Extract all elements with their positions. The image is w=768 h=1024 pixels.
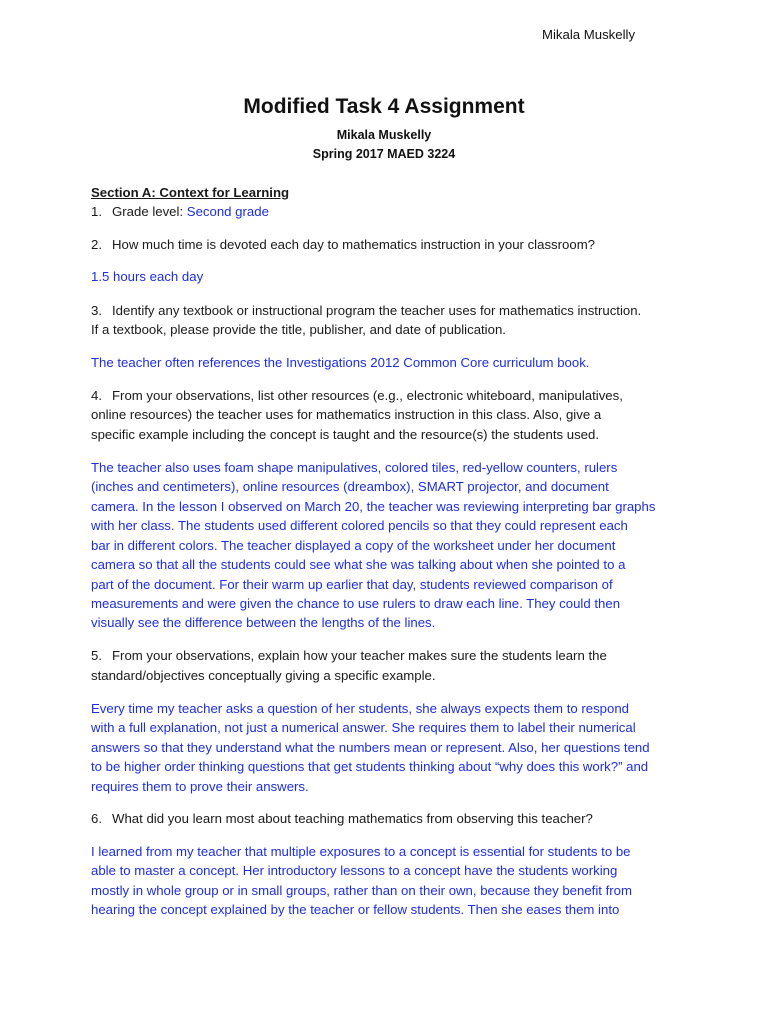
document-title: Modified Task 4 Assignment	[243, 95, 525, 118]
question-3	[91, 301, 641, 321]
question-6-answer-line: hearing the concept explained by the teacher or fellow students. Then she eases them into	[91, 902, 620, 917]
question-3-line: Identify any textbook or instructional program the teacher uses for mathematics instruction.	[112, 303, 642, 318]
question-5-number: 5.	[91, 648, 102, 663]
document-course: Spring 2017 MAED 3224	[312, 147, 456, 161]
question-4-answer-line: with her class. The students used different colored pencils so that they could represent each	[91, 518, 628, 533]
question-6-text: What did you learn most about teaching mathematics from observing this teacher?	[112, 811, 593, 826]
question-4-number: 4.	[91, 388, 102, 403]
question-1	[91, 202, 269, 222]
question-6	[91, 809, 593, 829]
question-3-answer: The teacher often references the Investigations 2012 Common Core curriculum book.	[91, 355, 590, 370]
document-author: Mikala Muskelly	[336, 128, 432, 142]
question-4-answer-line: visually see the difference between the lengths of the lines.	[91, 615, 436, 630]
question-3-line: If a textbook, please provide the title, publisher, and date of publication.	[91, 322, 506, 337]
question-5-answer-line: requires them to prove their answers.	[91, 779, 309, 794]
question-6-answer-line: mostly in whole group or in small groups, rather than on their own, because they benefit from	[91, 883, 632, 898]
question-1-label: Grade level:	[112, 204, 184, 219]
question-5-answer-line: with a full explanation, not just a numerical answer. She requires them to label their numerical	[91, 720, 636, 735]
question-4-line: From your observations, list other resources (e.g., electronic whiteboard, manipulatives,	[112, 388, 623, 403]
question-2	[91, 235, 595, 255]
question-5	[91, 646, 607, 666]
question-5-answer-line: to be higher order thinking questions that get students thinking about “why does this work?” and	[91, 759, 649, 774]
question-4-answer-line: part of the document. For their warm up earlier that day, students reviewed comparison of	[91, 577, 613, 592]
question-3-number: 3.	[91, 303, 102, 318]
question-5-answer-line: Every time my teacher asks a question of her students, she always expects them to respond	[91, 701, 630, 716]
question-4-line: specific example including the concept is taught and the resource(s) the students used.	[91, 427, 600, 442]
question-4	[91, 386, 623, 406]
question-5-line: From your observations, explain how your teacher makes sure the students learn the	[112, 648, 607, 663]
question-1-answer: Second grade	[186, 204, 269, 219]
section-a-heading: Section A: Context for Learning	[91, 185, 290, 200]
question-6-answer-line: I learned from my teacher that multiple exposures to a concept is essential for students to be	[91, 844, 631, 859]
question-5-line: standard/objectives conceptually giving a specific example.	[91, 668, 436, 683]
question-4-answer-line: camera. In the lesson I observed on March 20, the teacher was reviewing interpreting bar graphs	[91, 499, 656, 514]
question-5-answer-line: answers so that they understand what the numbers mean or represent. Also, her questions tend	[91, 740, 650, 755]
page-header-name: Mikala Muskelly	[542, 27, 636, 42]
question-4-answer-line: camera so that all the students could see what she was talking about when she pointed to a	[91, 557, 626, 572]
question-4-answer-line: The teacher also uses foam shape manipulatives, colored tiles, red-yellow counters, rulers	[91, 460, 618, 475]
question-4-answer-line: (inches and centimeters), online resources (dreambox), SMART projector, and document	[91, 479, 609, 494]
question-2-answer: 1.5 hours each day	[91, 269, 204, 284]
question-6-answer-line: able to master a concept. Her introductory lessons to a concept have the students working	[91, 863, 618, 878]
question-6-number: 6.	[91, 811, 102, 826]
question-1-number: 1.	[91, 204, 102, 219]
question-2-number: 2.	[91, 237, 102, 252]
question-2-text: How much time is devoted each day to mathematics instruction in your classroom?	[112, 237, 596, 252]
question-4-answer-line: bar in different colors. The teacher displayed a copy of the worksheet under her document	[91, 538, 616, 553]
question-4-answer-line: measurements and were given the chance to use rulers to draw each line. They could then	[91, 596, 621, 611]
question-4-line: online resources) the teacher uses for mathematics instruction in this class. Also, give a	[91, 407, 602, 422]
